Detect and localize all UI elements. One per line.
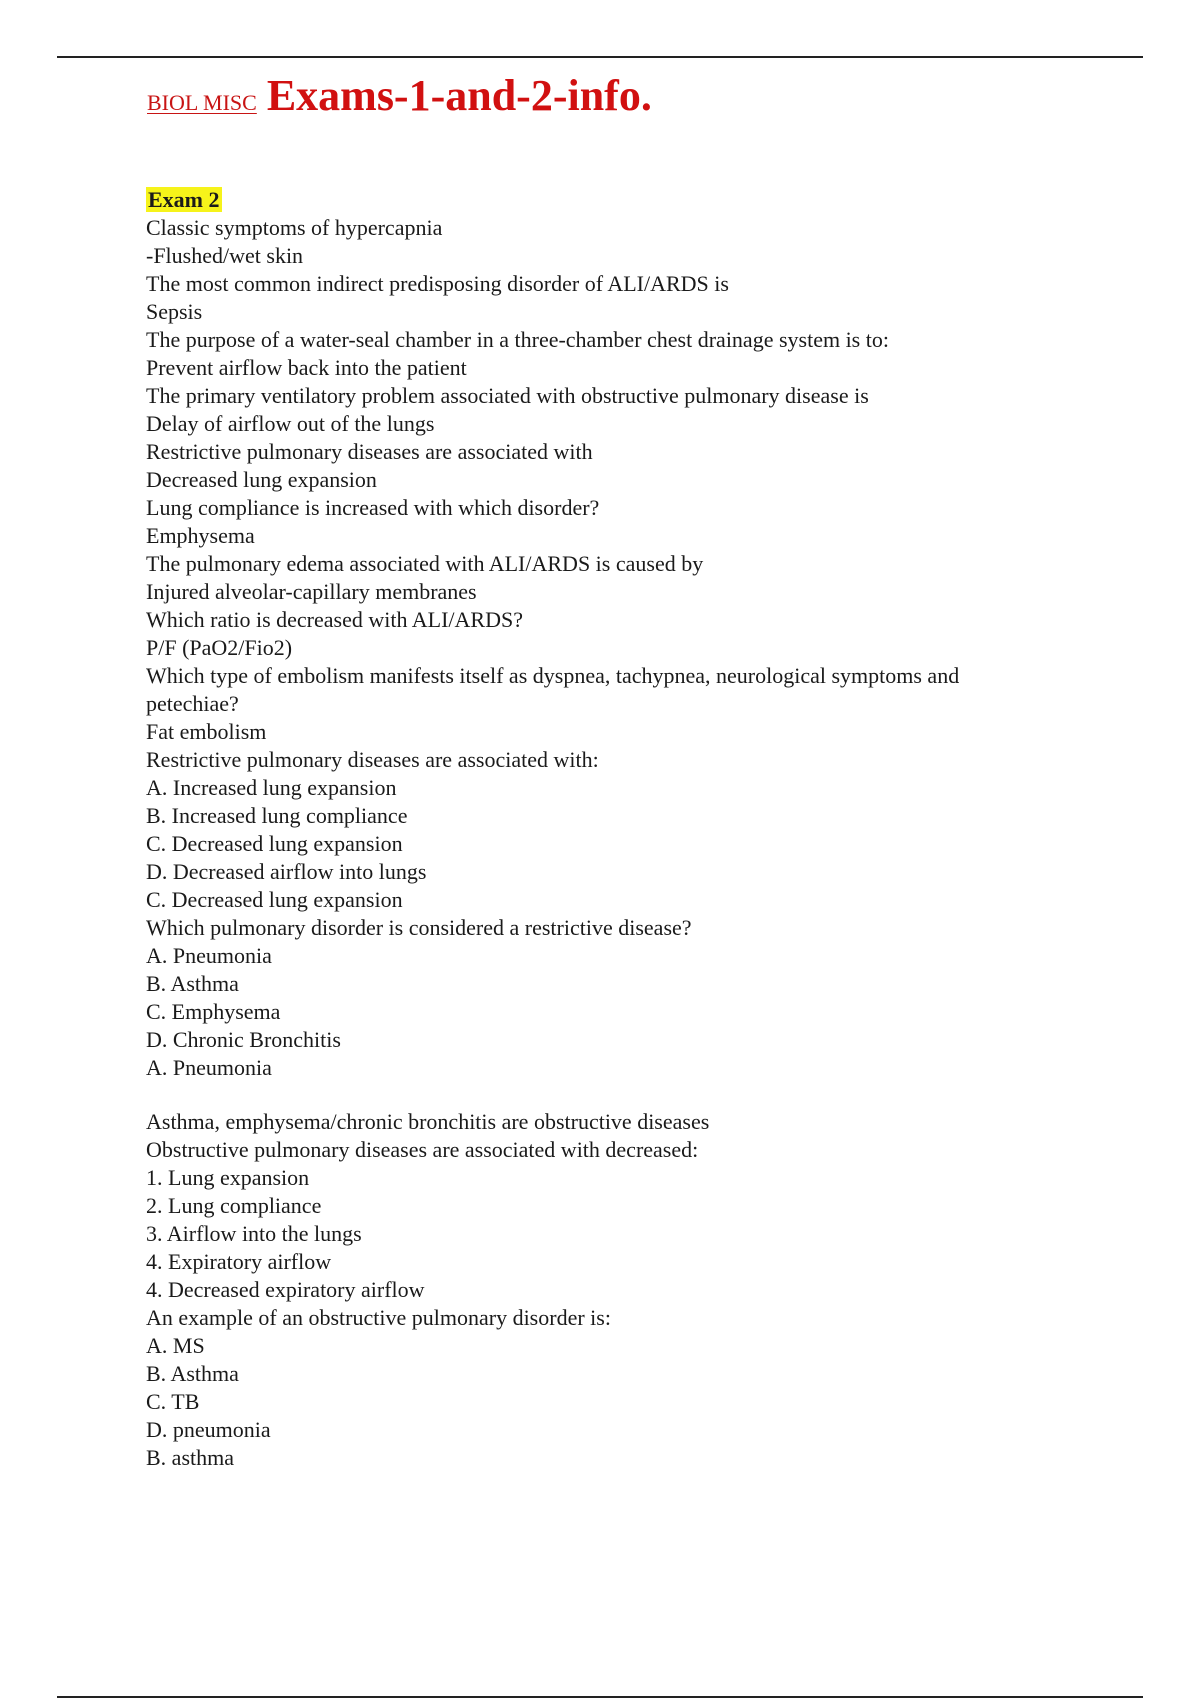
text-line: The purpose of a water-seal chamber in a three-chamber chest drainage system is to:	[146, 327, 889, 352]
text-line: 2. Lung compliance	[146, 1193, 322, 1218]
text-line: B. Asthma	[146, 971, 239, 996]
document-title: Exams-1-and-2-info.	[266, 71, 652, 120]
document-body	[146, 186, 1046, 1472]
bottom-rule	[57, 1696, 1143, 1698]
text-line: A. Pneumonia	[146, 1055, 272, 1080]
text-line: 4. Decreased expiratory airflow	[146, 1277, 425, 1302]
text-line: Prevent airflow back into the patient	[146, 355, 467, 380]
text-line: C. Decreased lung expansion	[146, 831, 403, 856]
text-line: -Flushed/wet skin	[146, 243, 304, 268]
text-line: Injured alveolar-capillary membranes	[146, 579, 477, 604]
text-line: 3. Airflow into the lungs	[146, 1221, 362, 1246]
text-line: A. Pneumonia	[146, 943, 272, 968]
document-header	[147, 71, 652, 120]
text-line: D. pneumonia	[146, 1417, 271, 1442]
text-line: D. Chronic Bronchitis	[146, 1027, 341, 1052]
text-line: Obstructive pulmonary diseases are associated with decreased:	[146, 1137, 699, 1162]
text-line: Emphysema	[146, 523, 255, 548]
text-line: B. asthma	[146, 1445, 234, 1470]
text-line: Classic symptoms of hypercapnia	[146, 215, 443, 240]
text-line: Restrictive pulmonary diseases are associated with:	[146, 747, 599, 772]
text-line: B. Increased lung compliance	[146, 803, 408, 828]
section-label-line	[146, 186, 1046, 214]
text-line: Decreased lung expansion	[146, 467, 377, 492]
text-line: 1. Lung expansion	[146, 1165, 310, 1190]
text-line: Which pulmonary disorder is considered a restrictive disease?	[146, 915, 692, 940]
text-line: 4. Expiratory airflow	[146, 1249, 332, 1274]
text-line: Restrictive pulmonary diseases are associated with	[146, 439, 593, 464]
text-line: The pulmonary edema associated with ALI/ARDS is caused by	[146, 551, 704, 576]
text-line: C. Decreased lung expansion	[146, 887, 403, 912]
text-line: Asthma, emphysema/chronic bronchitis are obstructive diseases	[146, 1109, 710, 1134]
text-line: B. Asthma	[146, 1361, 239, 1386]
text-line: D. Decreased airflow into lungs	[146, 859, 427, 884]
text-line: P/F (PaO2/Fio2)	[146, 635, 293, 660]
text-line: C. Emphysema	[146, 999, 281, 1024]
text-line: C. TB	[146, 1389, 200, 1414]
section-label: Exam 2	[148, 187, 220, 212]
text-line: Sepsis	[146, 299, 203, 324]
text-line: Which type of embolism manifests itself as dyspnea, tachypnea, neurological symptoms and petechiae?	[146, 663, 960, 716]
text-line: Fat embolism	[146, 719, 267, 744]
top-rule	[57, 56, 1143, 58]
text-line: Which ratio is decreased with ALI/ARDS?	[146, 607, 523, 632]
text-line: Delay of airflow out of the lungs	[146, 411, 435, 436]
paragraph-gap	[146, 1082, 1046, 1108]
text-line: Lung compliance is increased with which disorder?	[146, 495, 600, 520]
text-line: The primary ventilatory problem associated with obstructive pulmonary disease is	[146, 383, 869, 408]
text-line: An example of an obstructive pulmonary disorder is:	[146, 1305, 611, 1330]
text-line: The most common indirect predisposing disorder of ALI/ARDS is	[146, 271, 729, 296]
course-link[interactable]: BIOL MISC	[147, 90, 257, 115]
text-line: A. MS	[146, 1333, 205, 1358]
text-line: A. Increased lung expansion	[146, 775, 397, 800]
